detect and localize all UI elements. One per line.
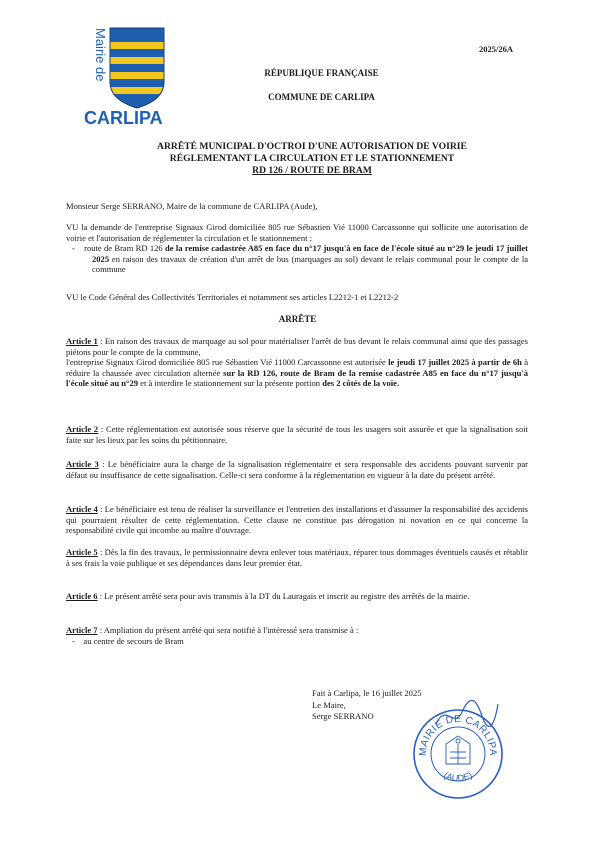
article-6-label: Article 6	[66, 591, 98, 601]
title-line-3: RD 126 / ROUTE DE BRAM	[252, 165, 372, 176]
article-1-label: Article 1	[66, 336, 98, 346]
signature-block	[312, 688, 422, 723]
decree-title	[70, 141, 554, 177]
stamp-emblem-icon	[446, 736, 470, 764]
article-2: Article 2 : Cette réglementation est autorisée sous réserve que la sécurité de tous les usagers soit assurée et que la signalisation soit faite sur les lieux par les soins du pétitionnaire.	[66, 424, 528, 445]
article-2-label: Article 2	[66, 424, 99, 434]
logo-vertical-text: Mairie de	[93, 28, 108, 82]
article-7-bullet: - au centre de secours de Bram	[72, 635, 184, 646]
article-1: Article 1 : En raison des travaux de marquage au sol pour matérialiser l'arrêt de bus devant le relais communal ainsi que des passages piétons pour le compte de la commune, l'entreprise Signaux Girod domiciliée 805 rue Sébastien Vié 11000 Carcassonne est autorisée le jeudi 17 juillet 2025 à partir de 6h à réduire la chaussée avec circulation alternée sur la RD 126, route de Bram de la remise cadastrée A85 en face du n°17 jusqu'à l'école situé au n°29 et à interdire le stationnement sur la présente portion des 2 côtés de la voie.	[66, 336, 528, 389]
republic-heading: RÉPUBLIQUE FRANÇAISE	[264, 68, 379, 78]
commune-heading: COMMUNE DE CARLIPA	[268, 92, 375, 102]
article-7: Article 7 : Ampliation du présent arrêté qui sera notifié à l'intéressé sera transmise à : - au centre de secours de Bram	[66, 625, 528, 646]
logo-commune-name: CARLIPA	[84, 108, 163, 128]
article-5: Article 5 : Dès la fin des travaux, le permissionnaire devra enlever tous matériaux, réparer tous dommages éventuels causés et rétablir à ses frais la voie publique et ses dépendances dans leur premier état.	[66, 547, 528, 568]
title-line-1: ARRÊTÉ MUNICIPAL D'OCTROI D'UNE AUTORISATION DE VOIRIE	[157, 141, 467, 152]
svg-text:(AUDE)	[442, 770, 474, 783]
vu-request-bullet: - route de Bram RD 126 de la remise cadastrée A85 en face du n°17 jusqu'à en face de l'école situé au n°29 le jeudi 17 juillet 2025 en raison des travaux de création d'un arrêt de bus (marquages au sol) devant le relais communal pour le compte de la commune	[72, 243, 529, 275]
article-3-label: Article 3	[66, 459, 99, 469]
arrete-heading: ARRÊTE	[278, 314, 317, 324]
vu-request-text: VU la demande de l'entreprise Signaux Girod domiciliée 805 rue Sébastien Vié 11000 Carcassonne qui sollicite une autorisation de voirie et l'autorisation de réglementer la circulation et le stationnement :	[66, 222, 528, 243]
decree-reference: 2025/26A	[479, 44, 513, 54]
article-3: Article 3 : Le bénéficiaire aura la charge de la signalisation réglementaire et sera responsable des accidents pouvant survenir par défaut ou insuffisance de cette signalisation. Celle-ci sera conforme à la réglementation en vigueur à la date du présent arrêté.	[66, 459, 529, 480]
article-7-label: Article 7	[66, 625, 98, 635]
signatory-name: Serge SERRANO	[312, 711, 374, 721]
title-line-2: RÉGLEMENTANT LA CIRCULATION ET LE STATIONNEMENT	[169, 153, 455, 164]
vu-request	[66, 222, 528, 275]
signatory-role: Le Maire,	[312, 699, 346, 710]
official-stamp	[412, 708, 504, 800]
article-4-label: Article 4	[66, 504, 98, 514]
place-date: Fait à Carlipa, le 16 juillet 2025	[312, 688, 422, 698]
article-5-label: Article 5	[66, 547, 98, 557]
intro-text: Monsieur Serge SERRANO, Maire de la commune de CARLIPA (Aude),	[66, 201, 318, 211]
stamp-bottom-text: (AUDE)	[442, 769, 474, 784]
article-4: Article 4 : Le bénéficiaire est tenu de réaliser la surveillance et l'entretien des installations et d'assumer la responsabilité des accidents qui pourraient résulter de cette réglementation. Cette clause ne constitue pas dérogation ni novation en ce qui concerne la responsabilité civile qui incombe au maître d'ouvrage.	[66, 504, 528, 536]
vu-code: VU le Code Général des Collectivités Territoriales et notamment ses articles L2212-1 et L2212-2	[66, 292, 399, 302]
article-6: Article 6 : Le présent arrêté sera pour avis transmis à la DT du Lauragais et inscrit au registre des arrêtés de la mairie.	[66, 591, 470, 601]
stamp-top-text: MAIRIE DE CARLIPA	[417, 713, 499, 757]
